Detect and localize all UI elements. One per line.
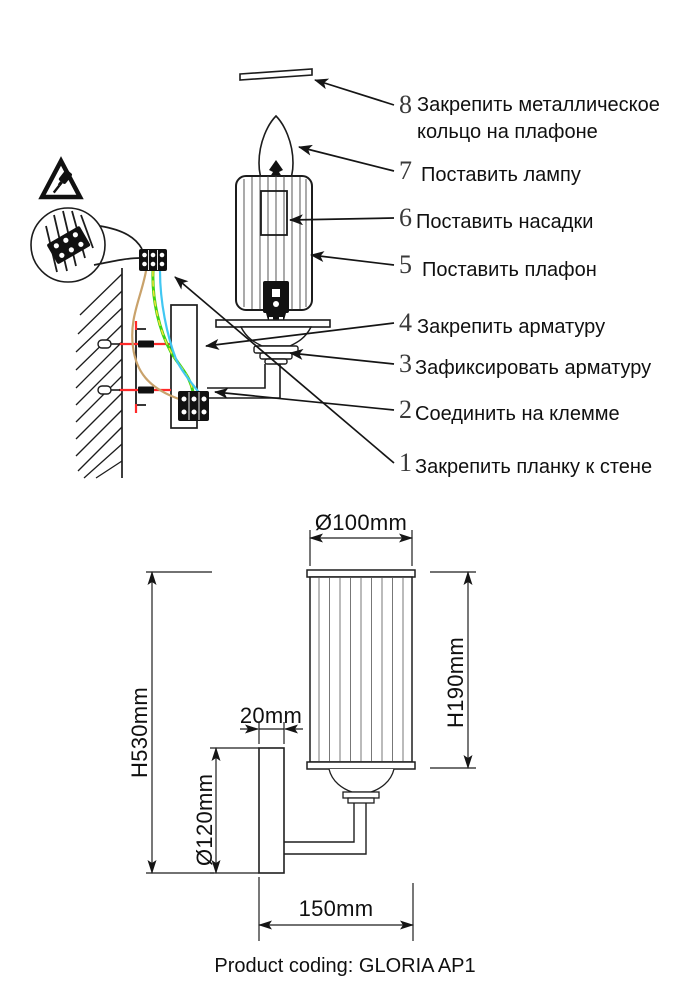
shade-side [307,570,415,769]
dim-overall-height: H530mm [127,686,152,778]
step-7-number: 7 [399,156,412,185]
step-2-label: Соединить на клемме [415,403,620,425]
metal-ring [240,69,312,80]
dim-shade-diameter: Ø100mm [314,510,408,535]
dim-arm-projection: 150mm [298,896,374,921]
step-1-number: 1 [399,448,412,477]
terminal-block-lower [178,391,209,421]
backplate-side [259,748,284,873]
dim-backplate-height: Ø120mm [192,773,217,866]
wall-hatching [76,268,122,478]
socket [263,281,289,324]
step-5-number: 5 [399,250,412,279]
step-6-label: Поставить насадки [416,211,594,233]
step-3-number: 3 [399,349,412,378]
mains-cable [100,226,142,249]
step-1-label: Закрепить планку к стене [415,456,653,478]
step-7-label: Поставить лампу [421,164,581,186]
product-coding-label: Product coding: GLORIA AP1 [214,955,476,977]
armature [207,320,330,398]
shade-holder [329,769,394,803]
step-4-number: 4 [399,308,412,337]
step-5-label: Поставить плафон [422,259,597,281]
step-6-number: 6 [399,203,412,232]
warning-triangle-icon [42,161,80,197]
step-4-label: Закрепить арматуру [417,316,606,338]
step-8-number: 8 [399,90,412,119]
bell-cup [241,327,311,346]
magnifier-detail-icon [31,208,142,282]
upper-assembly-diagram [31,69,394,478]
dim-backplate-depth: 20mm [239,703,303,728]
wall-screws [98,321,171,413]
step-3-label: Зафиксировать арматуру [415,357,652,379]
dim-shade-height: H190mm [443,636,468,728]
step-2-number: 2 [399,395,412,424]
arm-side [284,803,366,854]
terminal-block-upper [139,249,167,271]
step-8-label: Закрепить металлическое кольцо на плафоне [417,94,660,143]
dimension-drawing [146,530,476,941]
